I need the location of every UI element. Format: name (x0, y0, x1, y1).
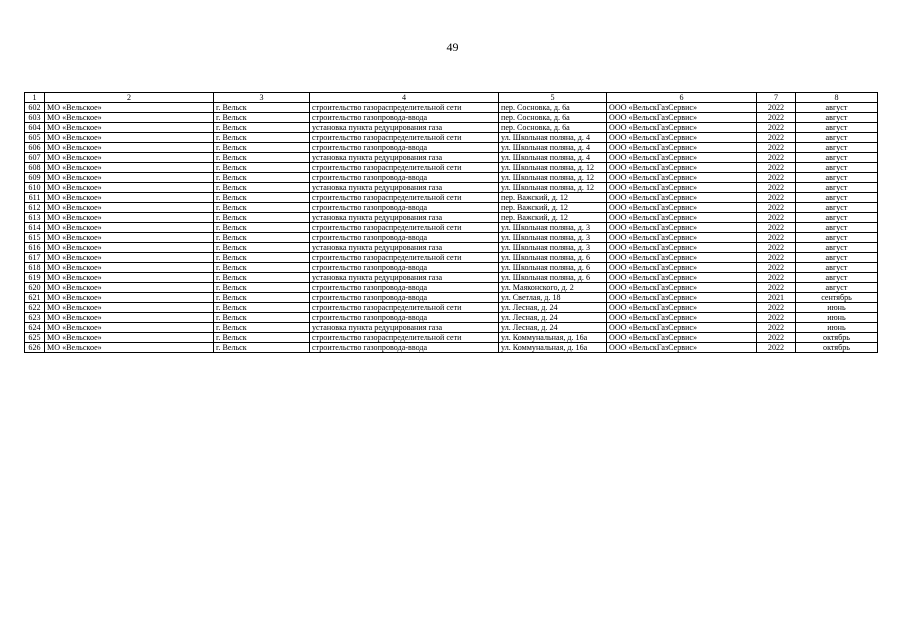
row-number: 603 (25, 113, 45, 123)
address-cell: пер. Важский, д. 12 (499, 203, 607, 213)
row-number: 622 (25, 303, 45, 313)
municipality-cell: МО «Вельское» (45, 193, 214, 203)
organization-cell: ООО «ВельскГазСервис» (607, 283, 757, 293)
year-cell: 2022 (757, 233, 796, 243)
municipality-cell: МО «Вельское» (45, 243, 214, 253)
work-type-cell: строительство газопровода-ввода (310, 203, 499, 213)
locality-cell: г. Вельск (214, 133, 310, 143)
year-cell: 2022 (757, 323, 796, 333)
month-cell: август (796, 133, 878, 143)
municipality-cell: МО «Вельское» (45, 263, 214, 273)
table-row (25, 313, 878, 323)
month-cell: август (796, 153, 878, 163)
municipality-cell: МО «Вельское» (45, 213, 214, 223)
locality-cell: г. Вельск (214, 183, 310, 193)
organization-cell: ООО «ВельскГазСервис» (607, 103, 757, 113)
table-row (25, 143, 878, 153)
organization-cell: ООО «ВельскГазСервис» (607, 223, 757, 233)
organization-cell: ООО «ВельскГазСервис» (607, 263, 757, 273)
organization-cell: ООО «ВельскГазСервис» (607, 113, 757, 123)
year-cell: 2022 (757, 223, 796, 233)
row-number: 624 (25, 323, 45, 333)
work-type-cell: строительство газопровода-ввода (310, 173, 499, 183)
month-cell: август (796, 243, 878, 253)
locality-cell: г. Вельск (214, 153, 310, 163)
row-number: 607 (25, 153, 45, 163)
row-number: 602 (25, 103, 45, 113)
row-number: 621 (25, 293, 45, 303)
work-type-cell: строительство газораспределительной сети (310, 333, 499, 343)
locality-cell: г. Вельск (214, 233, 310, 243)
work-type-cell: установка пункта редуцирования газа (310, 183, 499, 193)
year-cell: 2022 (757, 123, 796, 133)
page-number: 49 (446, 40, 459, 54)
locality-cell: г. Вельск (214, 343, 310, 353)
organization-cell: ООО «ВельскГазСервис» (607, 243, 757, 253)
organization-cell: ООО «ВельскГазСервис» (607, 213, 757, 223)
address-cell: пер. Сосновка, д. 6а (499, 113, 607, 123)
locality-cell: г. Вельск (214, 283, 310, 293)
locality-cell: г. Вельск (214, 213, 310, 223)
month-cell: август (796, 113, 878, 123)
table-row (25, 213, 878, 223)
table-row (25, 323, 878, 333)
address-cell: ул. Лесная, д. 24 (499, 303, 607, 313)
month-cell: июнь (796, 313, 878, 323)
address-cell: ул. Школьная поляна, д. 4 (499, 153, 607, 163)
table-row (25, 243, 878, 253)
column-number-3: 3 (214, 93, 310, 103)
locality-cell: г. Вельск (214, 333, 310, 343)
work-type-cell: установка пункта редуцирования газа (310, 243, 499, 253)
table-body (25, 103, 878, 353)
month-cell: август (796, 263, 878, 273)
month-cell: август (796, 273, 878, 283)
year-cell: 2022 (757, 313, 796, 323)
organization-cell: ООО «ВельскГазСервис» (607, 133, 757, 143)
work-type-cell: строительство газораспределительной сети (310, 103, 499, 113)
year-cell: 2022 (757, 343, 796, 353)
column-number-2: 2 (45, 93, 214, 103)
row-number: 618 (25, 263, 45, 273)
gasification-table (24, 92, 878, 353)
month-cell: октябрь (796, 343, 878, 353)
month-cell: август (796, 283, 878, 293)
month-cell: август (796, 163, 878, 173)
work-type-cell: строительство газопровода-ввода (310, 233, 499, 243)
municipality-cell: МО «Вельское» (45, 293, 214, 303)
work-type-cell: установка пункта редуцирования газа (310, 213, 499, 223)
year-cell: 2022 (757, 303, 796, 313)
municipality-cell: МО «Вельское» (45, 153, 214, 163)
municipality-cell: МО «Вельское» (45, 123, 214, 133)
work-type-cell: строительство газопровода-ввода (310, 263, 499, 273)
municipality-cell: МО «Вельское» (45, 203, 214, 213)
locality-cell: г. Вельск (214, 303, 310, 313)
address-cell: ул. Коммунальная, д. 16а (499, 333, 607, 343)
table-row (25, 133, 878, 143)
table-row (25, 233, 878, 243)
locality-cell: г. Вельск (214, 313, 310, 323)
column-number-5: 5 (499, 93, 607, 103)
table-row (25, 303, 878, 313)
work-type-cell: установка пункта редуцирования газа (310, 153, 499, 163)
year-cell: 2022 (757, 283, 796, 293)
year-cell: 2022 (757, 163, 796, 173)
address-cell: пер. Сосновка, д. 6а (499, 103, 607, 113)
table-row (25, 113, 878, 123)
work-type-cell: строительство газопровода-ввода (310, 313, 499, 323)
organization-cell: ООО «ВельскГазСервис» (607, 343, 757, 353)
work-type-cell: строительство газопровода-ввода (310, 343, 499, 353)
work-type-cell: строительство газопровода-ввода (310, 283, 499, 293)
organization-cell: ООО «ВельскГазСервис» (607, 333, 757, 343)
table-row (25, 173, 878, 183)
organization-cell: ООО «ВельскГазСервис» (607, 253, 757, 263)
row-number: 619 (25, 273, 45, 283)
month-cell: июнь (796, 303, 878, 313)
row-number: 608 (25, 163, 45, 173)
municipality-cell: МО «Вельское» (45, 233, 214, 243)
address-cell: пер. Важский, д. 12 (499, 213, 607, 223)
column-number-7: 7 (757, 93, 796, 103)
row-number: 609 (25, 173, 45, 183)
month-cell: август (796, 183, 878, 193)
table-row (25, 333, 878, 343)
row-number: 610 (25, 183, 45, 193)
month-cell: август (796, 233, 878, 243)
column-number-4: 4 (310, 93, 499, 103)
work-type-cell: установка пункта редуцирования газа (310, 323, 499, 333)
municipality-cell: МО «Вельское» (45, 333, 214, 343)
organization-cell: ООО «ВельскГазСервис» (607, 203, 757, 213)
table-row (25, 153, 878, 163)
work-type-cell: строительство газораспределительной сети (310, 223, 499, 233)
locality-cell: г. Вельск (214, 103, 310, 113)
work-type-cell: установка пункта редуцирования газа (310, 123, 499, 133)
month-cell: август (796, 123, 878, 133)
locality-cell: г. Вельск (214, 243, 310, 253)
table-row (25, 103, 878, 113)
organization-cell: ООО «ВельскГазСервис» (607, 183, 757, 193)
organization-cell: ООО «ВельскГазСервис» (607, 313, 757, 323)
municipality-cell: МО «Вельское» (45, 313, 214, 323)
work-type-cell: строительство газораспределительной сети (310, 253, 499, 263)
month-cell: июнь (796, 323, 878, 333)
year-cell: 2022 (757, 253, 796, 263)
address-cell: ул. Школьная поляна, д. 3 (499, 243, 607, 253)
address-cell: ул. Школьная поляна, д. 6 (499, 273, 607, 283)
month-cell: август (796, 103, 878, 113)
year-cell: 2022 (757, 103, 796, 113)
year-cell: 2022 (757, 133, 796, 143)
address-cell: ул. Школьная поляна, д. 12 (499, 163, 607, 173)
locality-cell: г. Вельск (214, 293, 310, 303)
year-cell: 2022 (757, 243, 796, 253)
locality-cell: г. Вельск (214, 123, 310, 133)
address-cell: ул. Маяконского, д. 2 (499, 283, 607, 293)
locality-cell: г. Вельск (214, 253, 310, 263)
address-cell: ул. Коммунальная, д. 16а (499, 343, 607, 353)
year-cell: 2022 (757, 213, 796, 223)
address-cell: ул. Школьная поляна, д. 6 (499, 253, 607, 263)
month-cell: сентябрь (796, 293, 878, 303)
municipality-cell: МО «Вельское» (45, 343, 214, 353)
row-number: 606 (25, 143, 45, 153)
address-cell: ул. Светлая, д. 18 (499, 293, 607, 303)
month-cell: август (796, 203, 878, 213)
row-number: 605 (25, 133, 45, 143)
locality-cell: г. Вельск (214, 173, 310, 183)
year-cell: 2022 (757, 143, 796, 153)
month-cell: август (796, 253, 878, 263)
municipality-cell: МО «Вельское» (45, 183, 214, 193)
municipality-cell: МО «Вельское» (45, 163, 214, 173)
row-number: 615 (25, 233, 45, 243)
month-cell: август (796, 223, 878, 233)
organization-cell: ООО «ВельскГазСервис» (607, 163, 757, 173)
table-row (25, 263, 878, 273)
address-cell: ул. Школьная поляна, д. 6 (499, 263, 607, 273)
locality-cell: г. Вельск (214, 163, 310, 173)
row-number: 625 (25, 333, 45, 343)
year-cell: 2022 (757, 273, 796, 283)
table-row (25, 183, 878, 193)
year-cell: 2022 (757, 263, 796, 273)
municipality-cell: МО «Вельское» (45, 113, 214, 123)
month-cell: август (796, 213, 878, 223)
address-cell: ул. Школьная поляна, д. 3 (499, 223, 607, 233)
table-row (25, 273, 878, 283)
organization-cell: ООО «ВельскГазСервис» (607, 143, 757, 153)
year-cell: 2022 (757, 333, 796, 343)
year-cell: 2021 (757, 293, 796, 303)
year-cell: 2022 (757, 153, 796, 163)
table-row (25, 343, 878, 353)
address-cell: пер. Важский, д. 12 (499, 193, 607, 203)
organization-cell: ООО «ВельскГазСервис» (607, 193, 757, 203)
column-number-row (25, 93, 878, 103)
month-cell: август (796, 143, 878, 153)
address-cell: пер. Сосновка, д. 6а (499, 123, 607, 133)
locality-cell: г. Вельск (214, 273, 310, 283)
month-cell: октябрь (796, 333, 878, 343)
year-cell: 2022 (757, 193, 796, 203)
work-type-cell: строительство газораспределительной сети (310, 303, 499, 313)
municipality-cell: МО «Вельское» (45, 223, 214, 233)
municipality-cell: МО «Вельское» (45, 173, 214, 183)
municipality-cell: МО «Вельское» (45, 323, 214, 333)
address-cell: ул. Школьная поляна, д. 12 (499, 173, 607, 183)
work-type-cell: строительство газораспределительной сети (310, 163, 499, 173)
municipality-cell: МО «Вельское» (45, 143, 214, 153)
locality-cell: г. Вельск (214, 263, 310, 273)
municipality-cell: МО «Вельское» (45, 133, 214, 143)
organization-cell: ООО «ВельскГазСервис» (607, 273, 757, 283)
work-type-cell: установка пункта редуцирования газа (310, 273, 499, 283)
municipality-cell: МО «Вельское» (45, 283, 214, 293)
locality-cell: г. Вельск (214, 143, 310, 153)
work-type-cell: строительство газопровода-ввода (310, 143, 499, 153)
organization-cell: ООО «ВельскГазСервис» (607, 173, 757, 183)
locality-cell: г. Вельск (214, 113, 310, 123)
year-cell: 2022 (757, 183, 796, 193)
work-type-cell: строительство газораспределительной сети (310, 133, 499, 143)
row-number: 612 (25, 203, 45, 213)
locality-cell: г. Вельск (214, 223, 310, 233)
organization-cell: ООО «ВельскГазСервис» (607, 233, 757, 243)
address-cell: ул. Лесная, д. 24 (499, 313, 607, 323)
row-number: 616 (25, 243, 45, 253)
municipality-cell: МО «Вельское» (45, 273, 214, 283)
month-cell: август (796, 173, 878, 183)
table-row (25, 163, 878, 173)
table-row (25, 203, 878, 213)
address-cell: ул. Лесная, д. 24 (499, 323, 607, 333)
table-row (25, 293, 878, 303)
row-number: 604 (25, 123, 45, 133)
address-cell: ул. Школьная поляна, д. 3 (499, 233, 607, 243)
locality-cell: г. Вельск (214, 193, 310, 203)
address-cell: ул. Школьная поляна, д. 4 (499, 133, 607, 143)
organization-cell: ООО «ВельскГазСервис» (607, 153, 757, 163)
table-row (25, 123, 878, 133)
row-number: 626 (25, 343, 45, 353)
table-row (25, 253, 878, 263)
organization-cell: ООО «ВельскГазСервис» (607, 303, 757, 313)
column-number-6: 6 (607, 93, 757, 103)
work-type-cell: строительство газораспределительной сети (310, 193, 499, 203)
row-number: 613 (25, 213, 45, 223)
municipality-cell: МО «Вельское» (45, 103, 214, 113)
organization-cell: ООО «ВельскГазСервис» (607, 323, 757, 333)
table-row (25, 193, 878, 203)
locality-cell: г. Вельск (214, 203, 310, 213)
year-cell: 2022 (757, 173, 796, 183)
row-number: 614 (25, 223, 45, 233)
organization-cell: ООО «ВельскГазСервис» (607, 293, 757, 303)
locality-cell: г. Вельск (214, 323, 310, 333)
table-row (25, 223, 878, 233)
work-type-cell: строительство газопровода-ввода (310, 293, 499, 303)
row-number: 611 (25, 193, 45, 203)
row-number: 620 (25, 283, 45, 293)
row-number: 623 (25, 313, 45, 323)
year-cell: 2022 (757, 113, 796, 123)
table-row (25, 283, 878, 293)
work-type-cell: строительство газопровода-ввода (310, 113, 499, 123)
month-cell: август (796, 193, 878, 203)
column-number-8: 8 (796, 93, 878, 103)
address-cell: ул. Школьная поляна, д. 12 (499, 183, 607, 193)
municipality-cell: МО «Вельское» (45, 253, 214, 263)
year-cell: 2022 (757, 203, 796, 213)
municipality-cell: МО «Вельское» (45, 303, 214, 313)
organization-cell: ООО «ВельскГазСервис» (607, 123, 757, 133)
column-number-1: 1 (25, 93, 45, 103)
row-number: 617 (25, 253, 45, 263)
address-cell: ул. Школьная поляна, д. 4 (499, 143, 607, 153)
